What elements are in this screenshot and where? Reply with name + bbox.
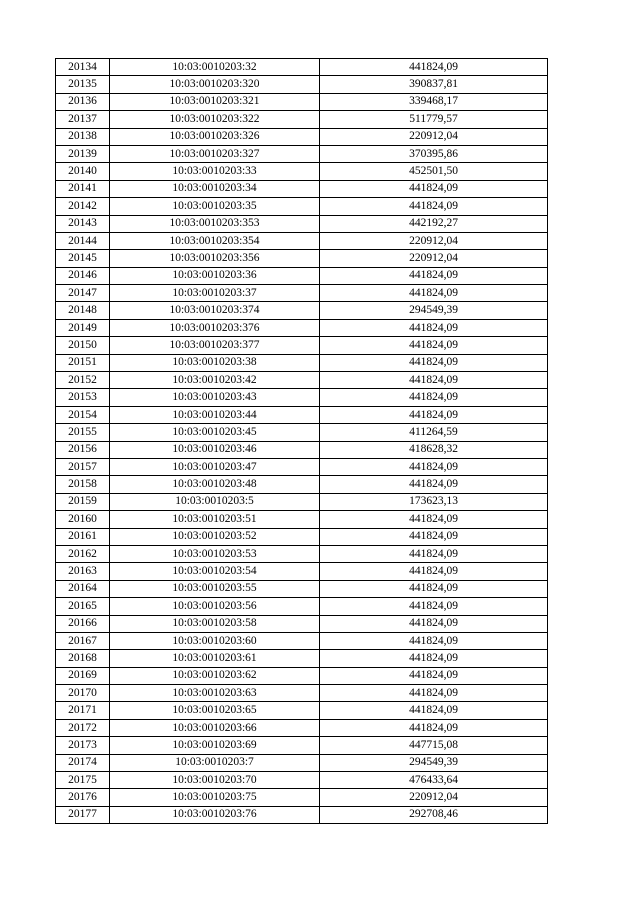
cadastral-number-cell: 10:03:0010203:53 [110,545,320,562]
row-number-cell: 20171 [56,702,110,719]
table-row [56,215,548,232]
row-number-cell: 20169 [56,667,110,684]
cadastral-number-cell: 10:03:0010203:376 [110,319,320,336]
row-number-cell: 20162 [56,545,110,562]
cadastral-number-cell: 10:03:0010203:69 [110,737,320,754]
cadastral-value-cell: 220912,04 [320,232,548,249]
cadastral-value-cell: 220912,04 [320,250,548,267]
row-number-cell: 20164 [56,580,110,597]
cadastral-number-cell: 10:03:0010203:55 [110,580,320,597]
row-number-cell: 20172 [56,719,110,736]
table-row [56,528,548,545]
cadastral-value-cell: 441824,09 [320,650,548,667]
cadastral-value-cell: 441824,09 [320,198,548,215]
table-row [56,476,548,493]
table-row [56,545,548,562]
cadastral-value-cell: 441824,09 [320,267,548,284]
cadastral-number-cell: 10:03:0010203:48 [110,476,320,493]
cadastral-value-cell: 441824,09 [320,528,548,545]
table-row [56,789,548,806]
cadastral-number-cell: 10:03:0010203:63 [110,685,320,702]
cadastral-number-cell: 10:03:0010203:321 [110,93,320,110]
cadastral-value-cell: 476433,64 [320,772,548,789]
table-row [56,267,548,284]
row-number-cell: 20167 [56,632,110,649]
row-number-cell: 20144 [56,232,110,249]
table-row [56,719,548,736]
cadastral-value-cell: 370395,86 [320,145,548,162]
row-number-cell: 20152 [56,372,110,389]
cadastral-number-cell: 10:03:0010203:36 [110,267,320,284]
table-row [56,424,548,441]
table-row [56,563,548,580]
row-number-cell: 20145 [56,250,110,267]
row-number-cell: 20177 [56,806,110,823]
cadastral-value-cell: 441824,09 [320,372,548,389]
cadastral-number-cell: 10:03:0010203:322 [110,111,320,128]
cadastral-number-cell: 10:03:0010203:33 [110,163,320,180]
cadastral-number-cell: 10:03:0010203:58 [110,615,320,632]
cadastral-value-cell: 441824,09 [320,685,548,702]
table-row [56,128,548,145]
cadastral-value-cell: 441824,09 [320,476,548,493]
cadastral-value-cell: 441824,09 [320,406,548,423]
table-row [56,319,548,336]
cadastral-value-cell: 441824,09 [320,632,548,649]
row-number-cell: 20154 [56,406,110,423]
cadastral-number-cell: 10:03:0010203:61 [110,650,320,667]
table-row [56,615,548,632]
table-row [56,441,548,458]
row-number-cell: 20137 [56,111,110,128]
row-number-cell: 20176 [56,789,110,806]
cadastral-value-cell: 390837,81 [320,76,548,93]
cadastral-value-cell: 441824,09 [320,719,548,736]
cadastral-number-cell: 10:03:0010203:354 [110,232,320,249]
cadastral-value-cell: 441824,09 [320,319,548,336]
table-row [56,59,548,76]
table-row [56,632,548,649]
table-row [56,667,548,684]
cadastral-number-cell: 10:03:0010203:353 [110,215,320,232]
table-row [56,76,548,93]
cadastral-number-cell: 10:03:0010203:56 [110,598,320,615]
cadastral-number-cell: 10:03:0010203:326 [110,128,320,145]
cadastral-number-cell: 10:03:0010203:43 [110,389,320,406]
cadastral-number-cell: 10:03:0010203:34 [110,180,320,197]
table-row [56,806,548,823]
cadastral-number-cell: 10:03:0010203:356 [110,250,320,267]
table-row [56,685,548,702]
cadastral-number-cell: 10:03:0010203:65 [110,702,320,719]
cadastral-value-cell: 441824,09 [320,511,548,528]
cadastral-value-cell: 418628,32 [320,441,548,458]
row-number-cell: 20135 [56,76,110,93]
cadastral-value-cell: 441824,09 [320,337,548,354]
cadastral-value-cell: 441824,09 [320,580,548,597]
row-number-cell: 20143 [56,215,110,232]
row-number-cell: 20139 [56,145,110,162]
cadastral-number-cell: 10:03:0010203:374 [110,302,320,319]
cadastral-number-cell: 10:03:0010203:66 [110,719,320,736]
cadastral-value-table [55,58,548,824]
table-row [56,145,548,162]
row-number-cell: 20159 [56,493,110,510]
cadastral-value-cell: 294549,39 [320,302,548,319]
table-row [56,511,548,528]
cadastral-number-cell: 10:03:0010203:327 [110,145,320,162]
table-row [56,754,548,771]
row-number-cell: 20174 [56,754,110,771]
cadastral-number-cell: 10:03:0010203:45 [110,424,320,441]
cadastral-value-cell: 441824,09 [320,598,548,615]
table-row [56,772,548,789]
cadastral-number-cell: 10:03:0010203:35 [110,198,320,215]
row-number-cell: 20158 [56,476,110,493]
cadastral-number-cell: 10:03:0010203:5 [110,493,320,510]
table-row [56,337,548,354]
cadastral-number-cell: 10:03:0010203:62 [110,667,320,684]
table-body [56,59,548,824]
cadastral-number-cell: 10:03:0010203:51 [110,511,320,528]
row-number-cell: 20153 [56,389,110,406]
cadastral-number-cell: 10:03:0010203:38 [110,354,320,371]
row-number-cell: 20148 [56,302,110,319]
row-number-cell: 20170 [56,685,110,702]
cadastral-value-cell: 220912,04 [320,128,548,145]
cadastral-value-cell: 173623,13 [320,493,548,510]
cadastral-value-cell: 294549,39 [320,754,548,771]
row-number-cell: 20149 [56,319,110,336]
cadastral-value-cell: 441824,09 [320,702,548,719]
table-row [56,198,548,215]
row-number-cell: 20150 [56,337,110,354]
cadastral-number-cell: 10:03:0010203:32 [110,59,320,76]
table-row [56,372,548,389]
table-row [56,389,548,406]
row-number-cell: 20157 [56,458,110,475]
cadastral-number-cell: 10:03:0010203:44 [110,406,320,423]
row-number-cell: 20151 [56,354,110,371]
cadastral-number-cell: 10:03:0010203:54 [110,563,320,580]
table-row [56,163,548,180]
row-number-cell: 20175 [56,772,110,789]
row-number-cell: 20160 [56,511,110,528]
cadastral-value-cell: 292708,46 [320,806,548,823]
cadastral-number-cell: 10:03:0010203:7 [110,754,320,771]
table-row [56,493,548,510]
cadastral-number-cell: 10:03:0010203:70 [110,772,320,789]
cadastral-number-cell: 10:03:0010203:75 [110,789,320,806]
row-number-cell: 20136 [56,93,110,110]
table-row [56,302,548,319]
row-number-cell: 20155 [56,424,110,441]
table-row [56,354,548,371]
cadastral-number-cell: 10:03:0010203:60 [110,632,320,649]
cadastral-value-cell: 442192,27 [320,215,548,232]
table-row [56,285,548,302]
row-number-cell: 20165 [56,598,110,615]
row-number-cell: 20163 [56,563,110,580]
row-number-cell: 20140 [56,163,110,180]
cadastral-number-cell: 10:03:0010203:37 [110,285,320,302]
cadastral-value-cell: 441824,09 [320,59,548,76]
cadastral-value-cell: 441824,09 [320,389,548,406]
row-number-cell: 20142 [56,198,110,215]
cadastral-number-cell: 10:03:0010203:76 [110,806,320,823]
table-row [56,737,548,754]
cadastral-value-cell: 447715,08 [320,737,548,754]
row-number-cell: 20156 [56,441,110,458]
cadastral-value-cell: 441824,09 [320,667,548,684]
cadastral-value-cell: 441824,09 [320,563,548,580]
cadastral-value-cell: 339468,17 [320,93,548,110]
cadastral-value-cell: 441824,09 [320,354,548,371]
row-number-cell: 20173 [56,737,110,754]
table-row [56,93,548,110]
row-number-cell: 20146 [56,267,110,284]
cadastral-number-cell: 10:03:0010203:47 [110,458,320,475]
table-row [56,232,548,249]
cadastral-value-cell: 441824,09 [320,180,548,197]
table-row [56,406,548,423]
cadastral-value-cell: 441824,09 [320,615,548,632]
table-row [56,111,548,128]
cadastral-number-cell: 10:03:0010203:377 [110,337,320,354]
cadastral-value-cell: 441824,09 [320,285,548,302]
cadastral-value-cell: 441824,09 [320,458,548,475]
row-number-cell: 20141 [56,180,110,197]
table-row [56,702,548,719]
table-row [56,180,548,197]
cadastral-number-cell: 10:03:0010203:52 [110,528,320,545]
cadastral-value-cell: 452501,50 [320,163,548,180]
table-row [56,580,548,597]
row-number-cell: 20138 [56,128,110,145]
cadastral-number-cell: 10:03:0010203:46 [110,441,320,458]
row-number-cell: 20134 [56,59,110,76]
cadastral-value-cell: 511779,57 [320,111,548,128]
cadastral-value-cell: 411264,59 [320,424,548,441]
cadastral-number-cell: 10:03:0010203:42 [110,372,320,389]
table-row [56,650,548,667]
table-row [56,458,548,475]
row-number-cell: 20161 [56,528,110,545]
row-number-cell: 20168 [56,650,110,667]
table-row [56,598,548,615]
cadastral-number-cell: 10:03:0010203:320 [110,76,320,93]
row-number-cell: 20166 [56,615,110,632]
row-number-cell: 20147 [56,285,110,302]
cadastral-value-cell: 220912,04 [320,789,548,806]
table-row [56,250,548,267]
cadastral-value-cell: 441824,09 [320,545,548,562]
